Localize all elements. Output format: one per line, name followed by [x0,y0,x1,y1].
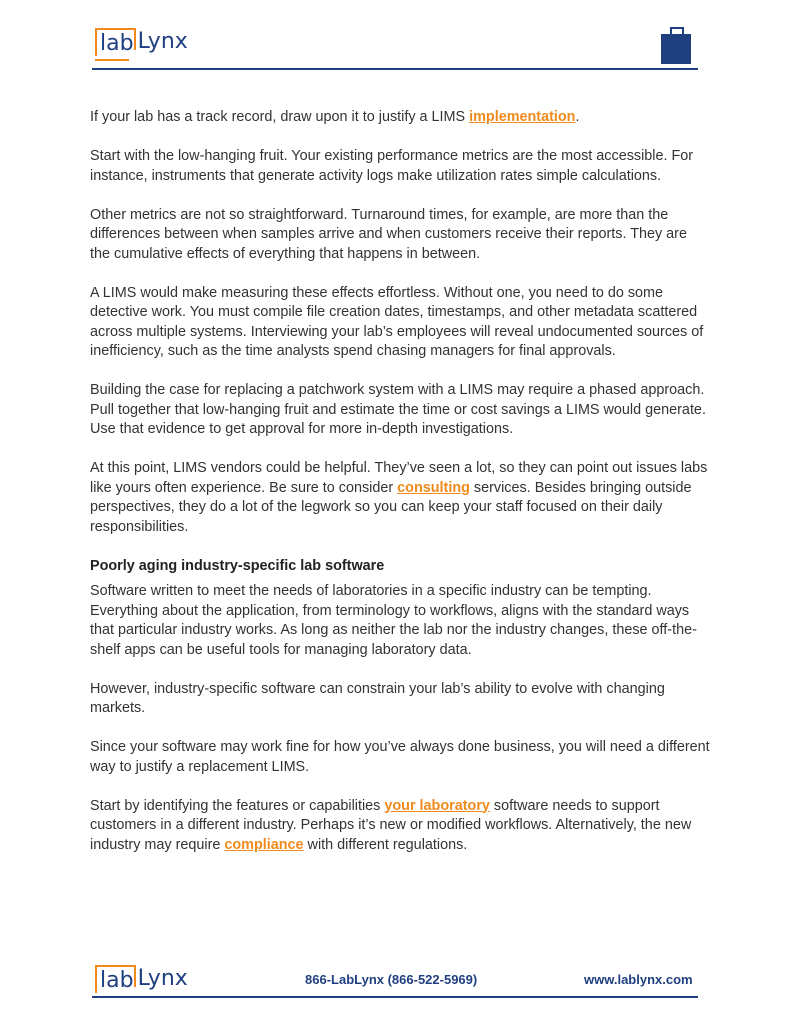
implementation-link[interactable]: implementation [469,109,576,125]
your-laboratory-link[interactable]: your laboratory [384,797,490,814]
paragraph-3: Other metrics are not so straightforward. Turnaround times, for example, are more than the differences between when samples arrive and when customers receive their reports. They are the cumulative effects of everything that happens in between. [90,206,687,262]
footer-phone: 866-LabLynx (866-522-5969) [305,972,478,987]
footer-logo [95,965,188,993]
logo-lynx-text: Lynx [137,29,188,54]
paragraph-6 [90,459,710,537]
header-logo [95,28,188,56]
paragraph-9: Since your software may work fine for how you’ve always done business, you will need a different way to justify a replacement LIMS. [90,739,710,775]
paragraph-1 [90,108,710,128]
paragraph-1-text: If your lab has a track record, draw upon it to justify a LIMS [90,109,470,125]
paragraph-4: A LIMS would make measuring these effects effortless. Without one, you need to do some detective work. You must compile file creation dates, timestamps, and other metadata scattered across multiple systems. Interviewing your lab’s employees will reveal undocumented sources of inefficiency, such as the time analysts spend chasing managers for final approvals. [90,284,704,359]
paragraph-10-end: with different regulations. [303,836,468,853]
paragraph-8: However, industry-specific software can constrain your lab’s ability to evolve with changing markets. [90,680,665,716]
footer-website[interactable]: www.lablynx.com [584,972,693,987]
footer-divider [92,996,698,998]
document-body [90,108,710,875]
footer-logo-lab-text: lab [95,965,136,993]
paragraph-7: Software written to meet the needs of laboratories in a specific industry can be tempting. Everything about the application, from terminology to workflows, aligns with the standard ways that particular industry works. As long as neither the lab nor the industry changes, these off-the-shelf apps can be useful tools for managing laboratory data. [90,583,697,658]
section-heading: Poorly aging industry-specific lab software [90,557,385,574]
consulting-link[interactable]: consulting [397,479,470,496]
paragraph-6-text: At this point, LIMS vendors could be helpful. They’ve seen a lot, so they can point out issues labs like yours often experience. Be sure to consider [90,460,708,496]
paragraph-2: Start with the low-hanging fruit. Your existing performance metrics are the most accessible. For instance, instruments that generate activity logs make utilization rates simple calculations. [90,148,694,184]
paragraph-10-middle: software needs to support customers in a different industry. Perhaps it’s new or modified workflows. Alternatively, the new industry may require [90,797,692,853]
logo-lab-text: lab [95,28,136,56]
header-divider [92,68,698,70]
footer-logo-lynx-text: Lynx [137,966,188,991]
compliance-link[interactable]: compliance [224,836,304,853]
paragraph-5: Building the case for replacing a patchwork system with a LIMS may require a phased approach. Pull together that low-hanging fruit and estimate the time or cost savings a LIMS would generate. Use that evidence to get approval for more in-depth investigations. [90,382,706,437]
paragraph-10 [90,797,710,856]
paragraph-1-end: . [575,109,580,125]
corner-square-icon [661,27,699,65]
paragraph-10-text: Start by identifying the features or capabilities [90,797,385,814]
paragraph-6-end: services. Besides bringing outside perspectives, they do a lot of the legwork so you can keep your staff focused on their daily responsibilities. [90,479,692,535]
